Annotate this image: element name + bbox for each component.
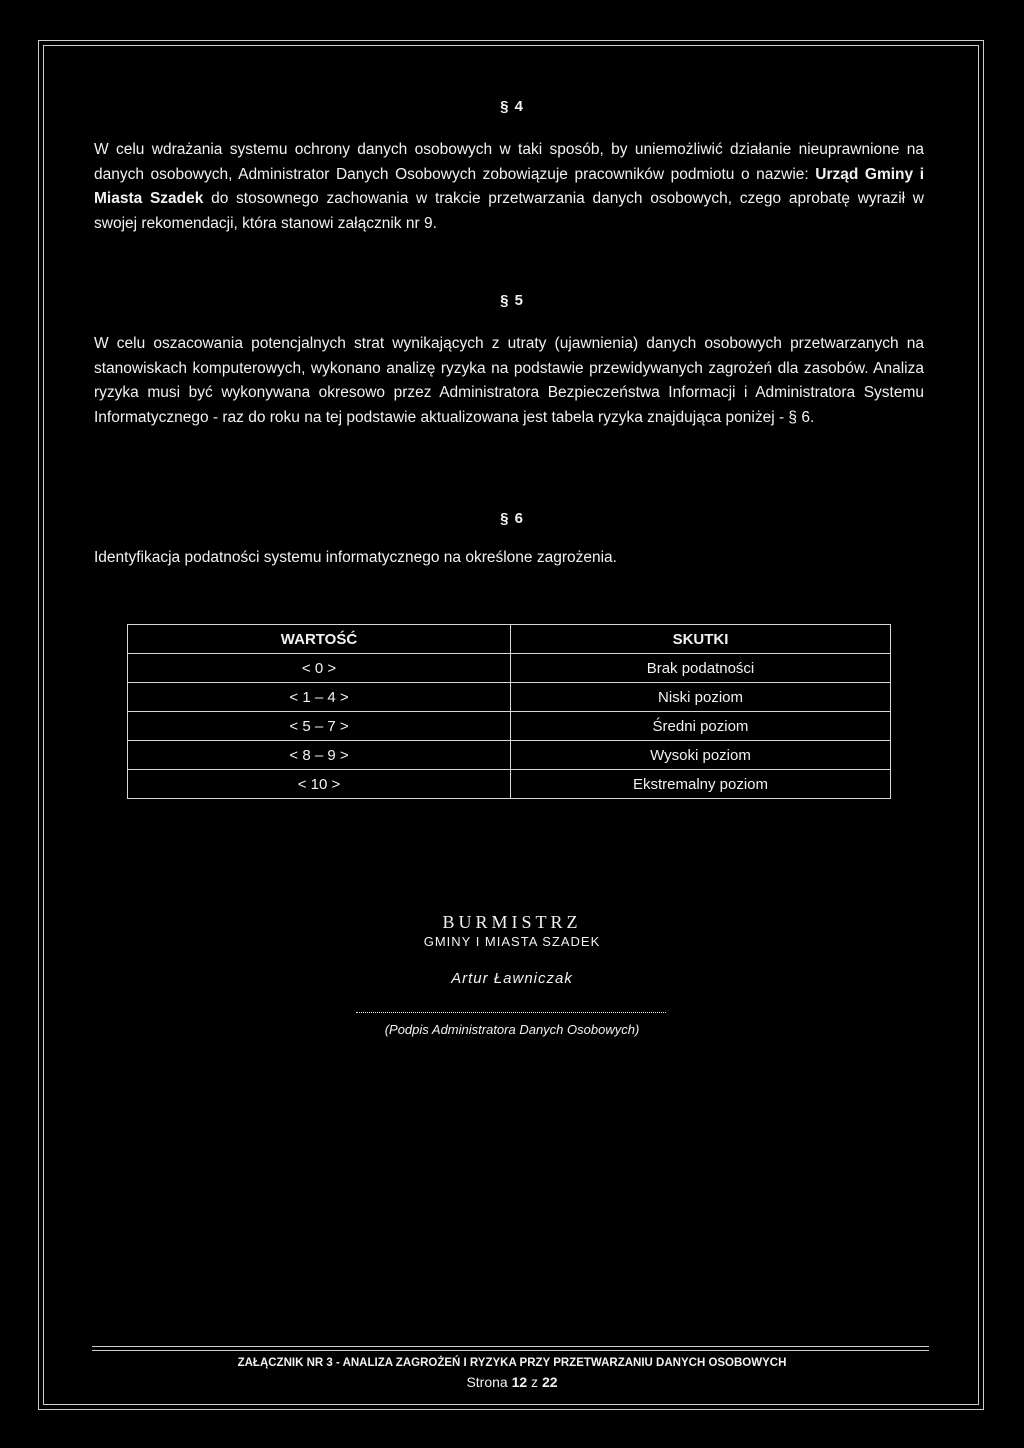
page-prefix: Strona bbox=[466, 1374, 512, 1390]
cell-value: < 5 – 7 > bbox=[128, 712, 511, 741]
cell-effect: Niski poziom bbox=[511, 683, 891, 712]
organization-name: Urząd Gminy i Miasta Szadek bbox=[94, 165, 925, 207]
section-6-mark: § 6 bbox=[500, 510, 524, 527]
signature-caption: (Podpis Administratora Danych Osobowych) bbox=[384, 1022, 640, 1037]
stamp-title: BURMISTRZ bbox=[442, 912, 582, 932]
page-number bbox=[0, 1374, 1024, 1390]
stamp-subtitle: GMINY I MIASTA SZADEK bbox=[423, 934, 601, 949]
section-4-text bbox=[94, 138, 924, 236]
cell-effect: Wysoki poziom bbox=[511, 741, 891, 770]
cell-value: < 0 > bbox=[128, 654, 511, 683]
footer-divider bbox=[92, 1346, 929, 1347]
table-header-row bbox=[128, 625, 891, 654]
cell-effect: Brak podatności bbox=[511, 654, 891, 683]
table-row bbox=[128, 654, 891, 683]
page-total: 22 bbox=[541, 1374, 558, 1390]
table-row bbox=[128, 683, 891, 712]
footer-title: ZAŁĄCZNIK NR 3 - ANALIZA ZAGROŻEŃ I RYZYKA PRZY PRZETWARZANIU DANYCH OSOBOWYCH bbox=[237, 1357, 787, 1369]
footer-divider bbox=[92, 1350, 929, 1351]
page-current: 12 bbox=[511, 1374, 528, 1390]
cell-value: < 8 – 9 > bbox=[128, 741, 511, 770]
cell-effect: Średni poziom bbox=[511, 712, 891, 741]
signature-name: Artur Ławniczak bbox=[451, 970, 573, 987]
section-4-mark: § 4 bbox=[500, 98, 524, 115]
section-5-mark: § 5 bbox=[500, 292, 524, 309]
page-separator: z bbox=[527, 1374, 542, 1390]
table-row bbox=[128, 712, 891, 741]
cell-value: < 1 – 4 > bbox=[128, 683, 511, 712]
cell-effect: Ekstremalny poziom bbox=[511, 770, 891, 799]
section-6-text: Identyfikacja podatności systemu informatycznego na określone zagrożenia. bbox=[94, 549, 617, 566]
signature-dotted-line bbox=[356, 1012, 666, 1013]
section-5-text: W celu oszacowania potencjalnych strat wynikających z utraty (ujawnienia) danych osobowych przetwarzanych na stanowiskach komputerowych, wykonano analizę ryzyka na podstawie przewidywanych zagrożeń dla zasobów. Analiza ryzyka musi być wykonywana okresowo przez Administratora Bezpieczeństwa Informacji i Administratora Systemu Informatycznego - raz do roku na tej podstawie aktualizowana jest tabela ryzyka znajdująca poniżej - § 6. bbox=[94, 335, 924, 426]
header-effects: SKUTKI bbox=[511, 625, 891, 654]
table-row bbox=[128, 741, 891, 770]
section-4-text-part2: do stosownego zachowania w trakcie przetwarzania danych osobowych, czego aprobatę wyraził w swojej rekomendacji, która stanowi załącznik nr 9. bbox=[94, 190, 924, 232]
section-4-text-part1: W celu wdrażania systemu ochrony danych osobowych w taki sposób, by uniemożliwić działanie nieuprawnione na danych osobowych, Administrator Danych Osobowych zobowiązuje pracowników podmiotu o nazwie: bbox=[94, 141, 924, 183]
header-value: WARTOŚĆ bbox=[128, 625, 511, 654]
table-row bbox=[128, 770, 891, 799]
cell-value: < 10 > bbox=[128, 770, 511, 799]
risk-table bbox=[127, 624, 891, 799]
